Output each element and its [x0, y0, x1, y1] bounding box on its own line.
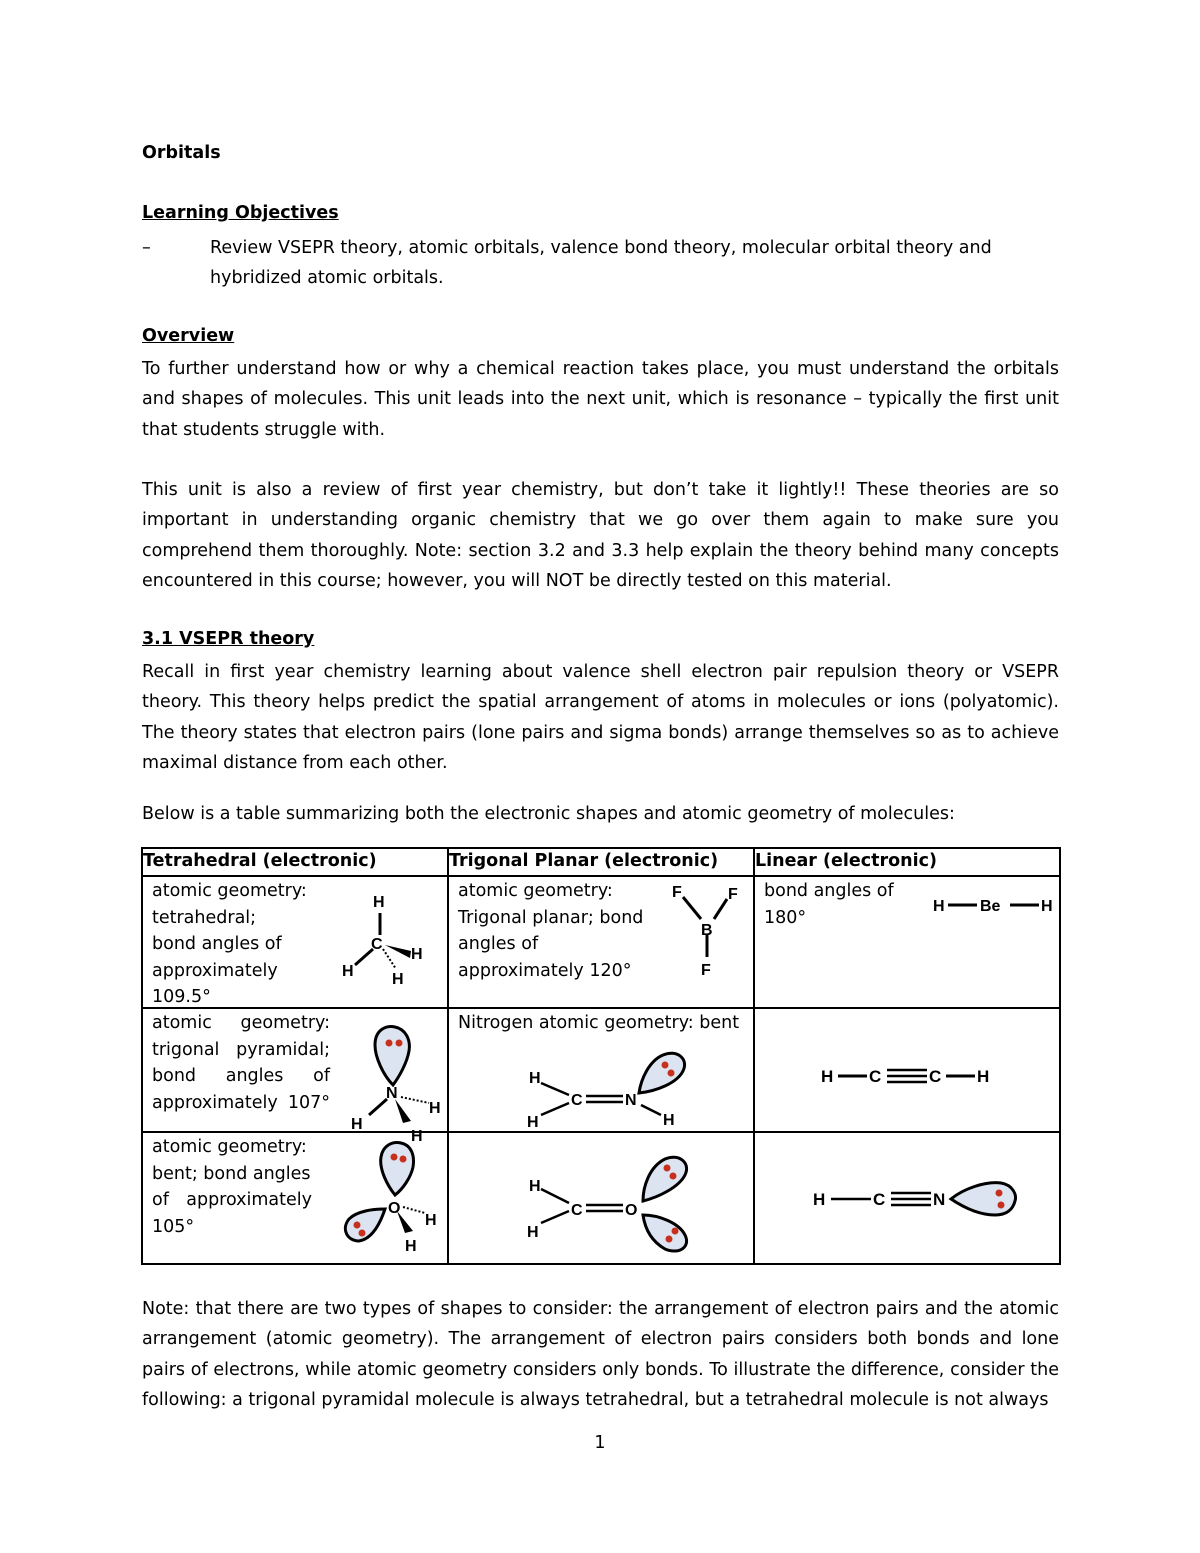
cell-imine: [448, 1008, 754, 1132]
cell-line: atomic geometry:: [152, 881, 307, 901]
header-tetrahedral: Tetrahedral (electronic): [142, 848, 448, 876]
atom-label: H: [411, 946, 423, 963]
imine-structure: [519, 1041, 699, 1131]
atom-label: C: [571, 1092, 583, 1109]
atom-label: C: [929, 1067, 942, 1086]
page-number: 1: [594, 1433, 606, 1453]
overview-paragraph-1: To further understand how or why a chemical reaction takes place, you must understand the orbitals and shapes of molecules. This unit leads into the next unit, which is resonance – typically the first unit that students struggle with.: [142, 359, 1059, 440]
atom-label: H: [813, 1190, 826, 1209]
atom-label: N: [625, 1092, 637, 1109]
beh2-structure: [931, 891, 1061, 921]
cell-line: bond angles of: [764, 881, 894, 901]
atom-label: H: [527, 1114, 539, 1131]
atom-label: C: [371, 936, 383, 953]
cell-line: atomic geometry:: [152, 1013, 330, 1033]
vsepr-summary-table: [141, 847, 1061, 1265]
cell-line: bond angles of: [152, 934, 282, 954]
methane-structure: [333, 883, 433, 993]
ammonia-description: [152, 1010, 330, 1116]
methane-description: [152, 878, 307, 1011]
cell-acetylene: [754, 1008, 1060, 1132]
hcn-structure: [811, 1175, 1021, 1221]
document-title: Orbitals: [142, 143, 221, 163]
atom-label: F: [701, 962, 711, 979]
cell-formaldehyde: [448, 1132, 754, 1264]
cell-line: bent; bond angles: [152, 1163, 311, 1184]
atom-label: F: [728, 886, 738, 903]
vsepr-paragraph-2: Below is a table summarizing both the electronic shapes and atomic geometry of molecules:: [142, 804, 955, 824]
objective-text: Review VSEPR theory, atomic orbitals, valence bond theory, molecular orbital theory and hybridized atomic orbitals.: [210, 238, 992, 289]
ammonia-structure: [339, 1017, 447, 1145]
learning-objectives-heading: Learning Objectives: [142, 203, 339, 223]
atom-label: H: [527, 1224, 539, 1241]
acetylene-structure: [819, 1061, 1009, 1091]
atom-label: H: [351, 1116, 363, 1133]
cell-boron-trifluoride: [448, 876, 754, 1008]
overview-heading: Overview: [142, 326, 235, 346]
water-structure: [329, 1137, 447, 1259]
cell-line: 105°: [152, 1216, 195, 1237]
formaldehyde-structure: [519, 1149, 699, 1259]
cell-beryllium-hydride: [754, 876, 1060, 1008]
note-paragraph: Note: that there are two types of shapes to consider: the arrangement of electron pairs and the atomic arrangement (atomic geometry). The arrangement of electron pairs considers both bonds and lone pairs of electrons, while atomic geometry considers only bonds. To illustrate the difference, consider the following: a trigonal pyramidal molecule is always tetrahedral, but a tetrahedral molecule is not always: [142, 1299, 1059, 1410]
cell-line: bond angles of: [152, 1066, 330, 1086]
imine-description: [458, 1010, 739, 1037]
cell-methane: [142, 876, 448, 1008]
atom-label: C: [571, 1202, 583, 1219]
atom-label: H: [411, 1128, 423, 1145]
atom-label: O: [625, 1202, 638, 1219]
bf3-structure: [664, 879, 749, 979]
beh2-description: [764, 878, 894, 931]
vsepr-paragraph-1: Recall in first year chemistry learning about valence shell electron pair repulsion theory or VSEPR theory. This theory helps predict the spatial arrangement of atoms in molecules or ions (polyatomic). The theory states that electron pairs (lone pairs and sigma bonds) arrange themselves so as to achieve maximal distance from each other.: [142, 662, 1059, 773]
cell-line: Trigonal planar; bond: [458, 907, 644, 928]
atom-label: H: [663, 1112, 675, 1129]
atom-label: H: [529, 1070, 541, 1087]
atom-label: C: [873, 1190, 886, 1209]
atom-label: O: [388, 1200, 401, 1217]
cell-line: approximately: [152, 960, 278, 981]
bf3-description: [458, 878, 643, 984]
atom-label: H: [342, 963, 354, 980]
table-row: [142, 1008, 1060, 1132]
vsepr-heading: 3.1 VSEPR theory: [142, 629, 315, 649]
atom-label: B: [701, 922, 713, 939]
atom-label: N: [933, 1190, 946, 1209]
dash-bullet: –: [142, 238, 151, 258]
cell-ammonia: [142, 1008, 448, 1145]
water-description: [152, 1134, 312, 1240]
cell-line: of approximately: [152, 1190, 312, 1210]
atom-label: N: [386, 1085, 398, 1102]
atom-label: H: [373, 894, 385, 911]
table-header-row: [142, 848, 1060, 876]
cell-line: angles of: [458, 934, 539, 954]
atom-label: H: [933, 898, 945, 915]
cell-line: 180°: [764, 907, 807, 928]
atom-label: C: [869, 1067, 882, 1086]
atom-label: H: [977, 1067, 990, 1086]
cell-line: tetrahedral;: [152, 907, 257, 928]
cell-line: atomic geometry:: [458, 881, 613, 901]
cell-hydrogen-cyanide: [754, 1132, 1060, 1264]
atom-label: H: [1041, 898, 1053, 915]
header-trigonal-planar: Trigonal Planar (electronic): [448, 848, 754, 876]
atom-label: H: [529, 1178, 541, 1195]
table-row: [142, 1132, 1060, 1264]
cell-water: [142, 1132, 448, 1264]
atom-label: F: [672, 884, 682, 901]
cell-line: approximately 120°: [458, 960, 632, 981]
cell-line: 109.5°: [152, 987, 211, 1007]
cell-line: atomic geometry:: [152, 1137, 307, 1157]
cell-line: approximately 107°: [152, 1092, 330, 1113]
objective-list-item: [142, 233, 1059, 294]
table-row: [142, 876, 1060, 1008]
atom-label: Be: [980, 898, 1001, 915]
cell-line: Nitrogen atomic geometry: bent: [458, 1013, 740, 1033]
atom-label: H: [425, 1212, 437, 1229]
overview-paragraph-2: This unit is also a review of first year chemistry, but don’t take it lightly!! These theories are so important in understanding organic chemistry that we go over them again to make sure you comprehend them thoroughly. Note: section 3.2 and 3.3 help explain the theory behind many concepts encountered in this course; however, you will NOT be directly tested on this material.: [142, 480, 1059, 591]
cell-line: trigonal pyramidal;: [152, 1039, 330, 1060]
atom-label: H: [392, 971, 404, 988]
header-linear: Linear (electronic): [754, 848, 1060, 876]
atom-label: H: [405, 1238, 417, 1255]
atom-label: H: [429, 1100, 441, 1117]
atom-label: H: [821, 1067, 834, 1086]
